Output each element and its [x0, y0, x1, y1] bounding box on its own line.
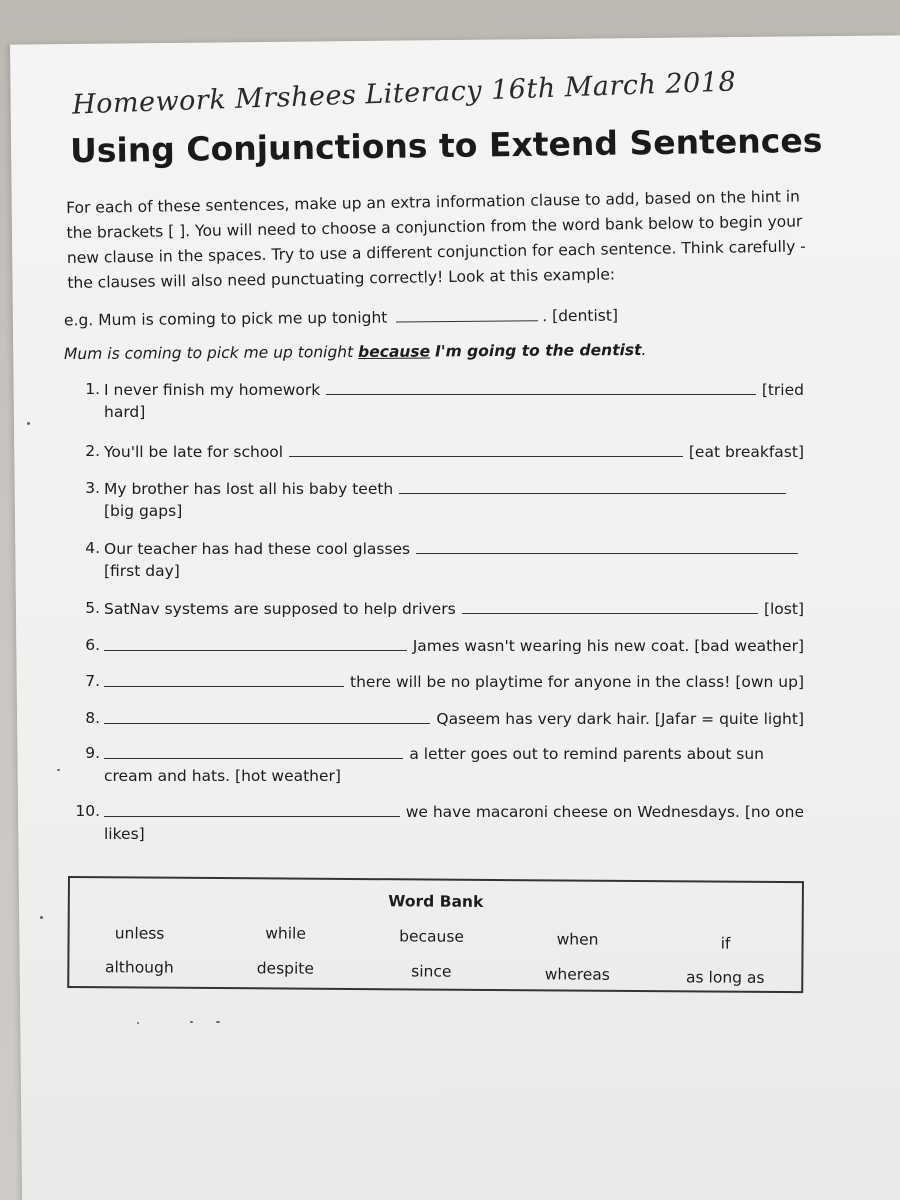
question-number: 9. — [85, 744, 100, 762]
answer-blank[interactable] — [462, 599, 758, 614]
answer-blank[interactable] — [104, 709, 430, 724]
example-prompt-start: e.g. Mum is coming to pick me up tonight — [63, 308, 388, 330]
paper-speck — [216, 1021, 220, 1023]
word-bank-word: whereas — [544, 965, 610, 984]
question-number: 6. — [85, 636, 100, 654]
question-text: James wasn't wearing his new coat. [bad weather] — [412, 637, 804, 655]
word-bank-word: if — [720, 934, 731, 953]
word-bank-word: because — [399, 927, 465, 946]
question-continuation: hard] — [104, 403, 146, 421]
question-text: Qaseem has very dark hair. [Jafar = quite light] — [436, 710, 804, 728]
answer-blank[interactable] — [104, 802, 400, 817]
question-number: 4. — [85, 539, 100, 557]
word-bank-word: while — [265, 924, 306, 943]
question-number: 2. — [85, 442, 100, 460]
word-bank-word: when — [556, 930, 599, 949]
question-text: Our teacher has had these cool glasses — [104, 540, 411, 558]
word-bank-word: although — [104, 958, 174, 977]
question-number: 8. — [85, 709, 100, 727]
question-continuation: likes] — [104, 825, 145, 843]
question-hint: [eat breakfast] — [688, 443, 804, 461]
question-number: 10. — [75, 802, 100, 820]
instructions-paragraph: For each of these sentences, make up an extra information clause to add, based on the hint in the brackets [ ]. You will need to choose a conjunction from the word bank below to begin your new clause in the spaces. Try to use a different conjunction for each sentence. Think carefully - the clauses will also need punctuating correctly! Look at this example: — [66, 187, 806, 292]
question-text: SatNav systems are supposed to help drivers — [104, 600, 456, 618]
question-text: You'll be late for school — [104, 443, 284, 461]
question-number: 7. — [85, 672, 100, 690]
question-hint: [lost] — [763, 600, 804, 618]
word-bank-word: since — [411, 962, 452, 981]
answer-blank[interactable] — [399, 479, 786, 494]
paper-speck — [40, 916, 43, 919]
question-number: 3. — [85, 479, 100, 497]
example-answer-start: Mum is coming to pick me up tonight — [63, 343, 354, 364]
question-text: there will be no playtime for anyone in the class! [own up] — [350, 673, 804, 691]
word-bank-title: Word Bank — [388, 892, 484, 911]
question-text: a letter goes out to remind parents about sun — [409, 745, 764, 763]
question-hint: [first day] — [104, 562, 180, 580]
word-bank-word: unless — [114, 924, 165, 943]
answer-blank[interactable] — [104, 744, 403, 759]
handwritten-note: Homework Mrshees Literacy 16th March 2018 — [71, 66, 737, 121]
example-answer-conjunction: because — [358, 342, 431, 361]
worksheet-title: Using Conjunctions to Extend Sentences — [69, 120, 823, 171]
question-number: 5. — [85, 599, 100, 617]
paper-speck — [137, 1022, 139, 1024]
paper-speck — [190, 1021, 193, 1023]
word-bank-word: as long as — [686, 968, 765, 987]
answer-blank[interactable] — [326, 380, 756, 395]
question-hint: [big gaps] — [104, 502, 183, 520]
answer-blank[interactable] — [104, 636, 407, 651]
answer-blank[interactable] — [416, 539, 798, 554]
example-blank[interactable] — [396, 306, 538, 322]
question-text: I never finish my homework — [104, 381, 321, 399]
paper-speck — [27, 422, 30, 425]
question-hint: [tried — [761, 381, 804, 399]
example-prompt-end: . [dentist] — [542, 306, 619, 326]
word-bank-box — [67, 876, 804, 993]
paper-speck — [57, 769, 60, 771]
question-text: My brother has lost all his baby teeth — [104, 480, 394, 498]
question-number: 1. — [85, 380, 100, 398]
answer-blank[interactable] — [104, 672, 344, 687]
answer-blank[interactable] — [289, 442, 683, 457]
word-bank-word: despite — [256, 959, 315, 978]
question-text: we have macaroni cheese on Wednesdays. [no one — [405, 803, 804, 821]
question-continuation: cream and hats. [hot weather] — [104, 767, 341, 785]
example-answer-end: I'm going to the dentist — [435, 341, 642, 361]
example-answer-period: . — [641, 340, 647, 360]
